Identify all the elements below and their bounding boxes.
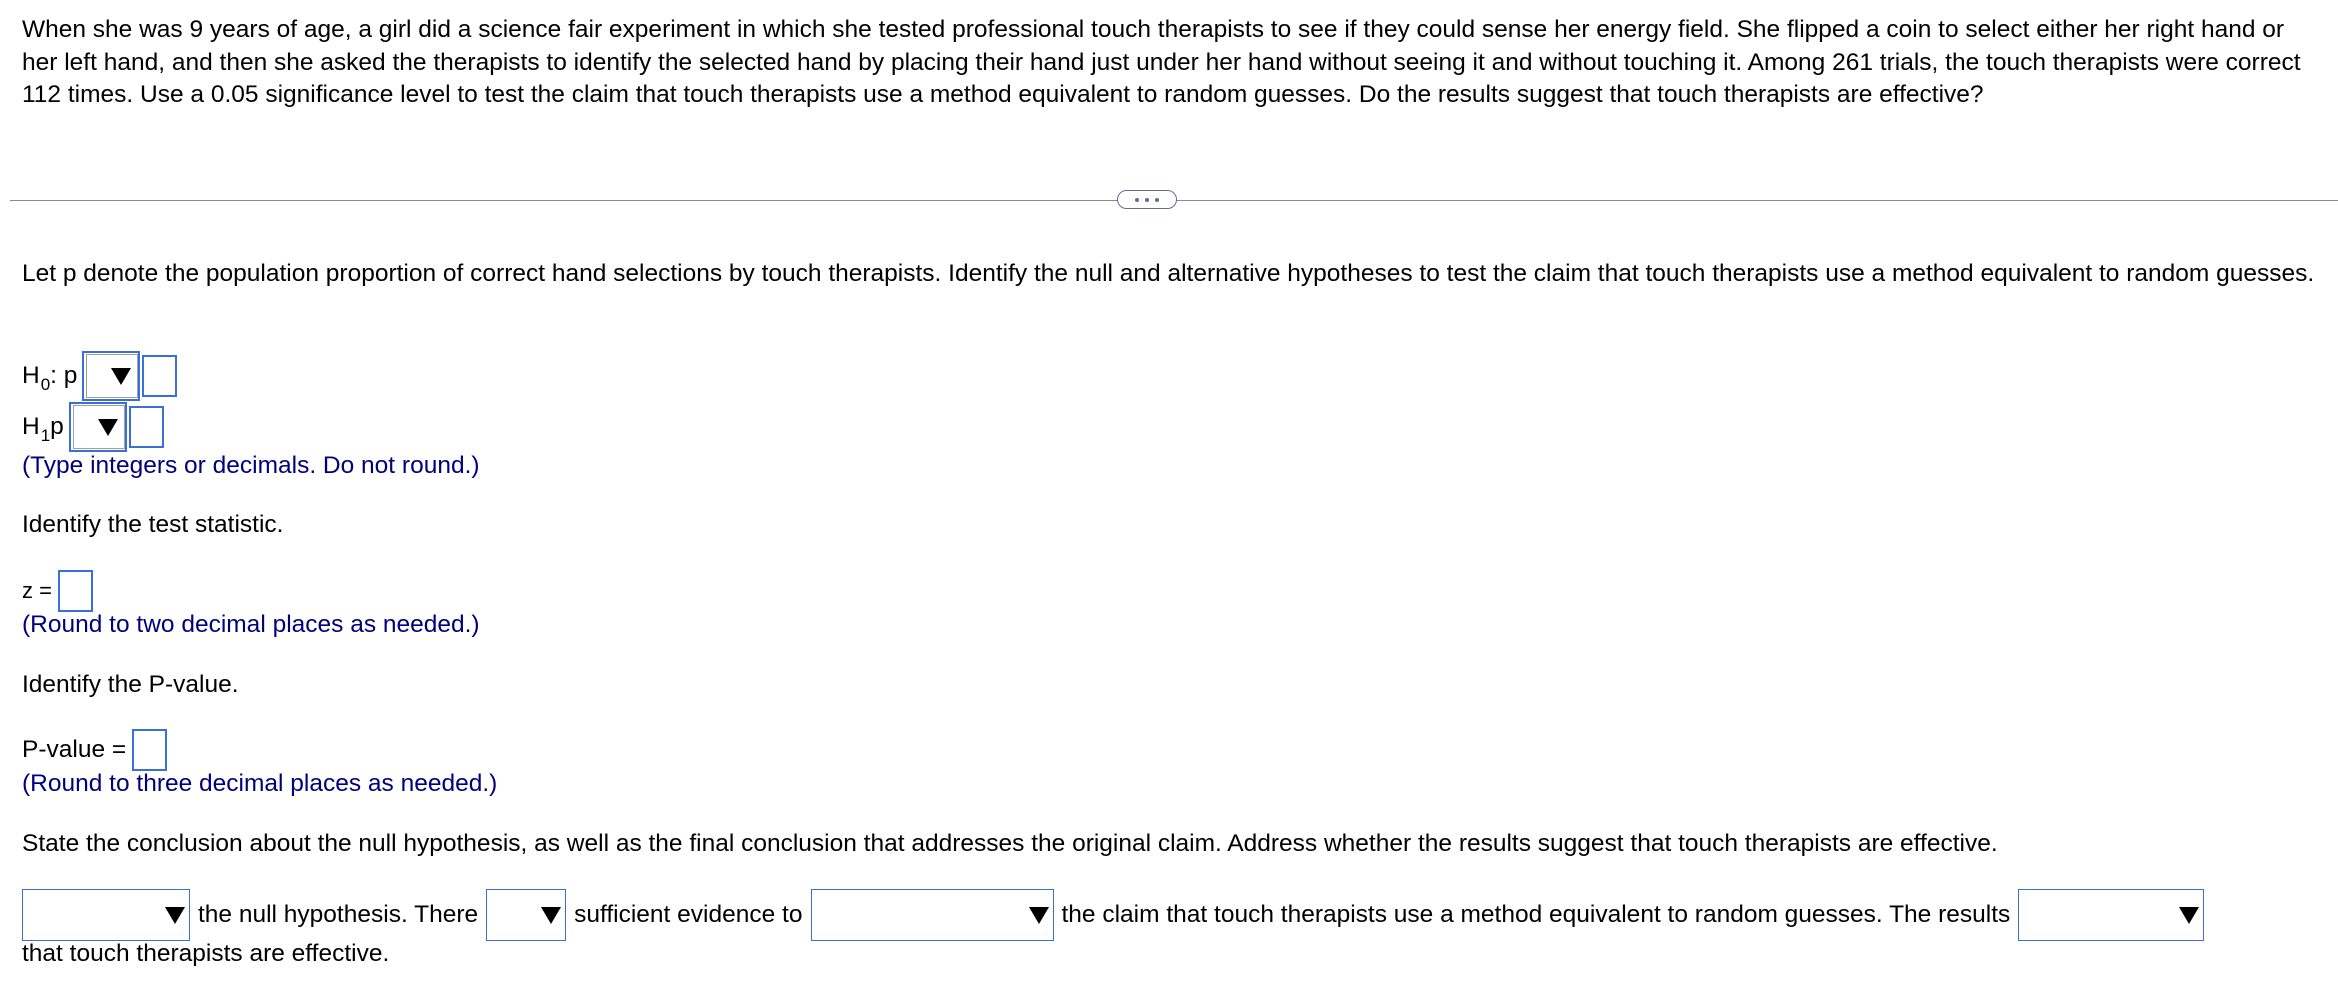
p-value-hint: (Round to three decimal places as needed.) <box>22 770 498 797</box>
p-value-row <box>22 729 167 771</box>
reject-decision-dropdown[interactable] <box>22 889 190 941</box>
test-statistic-prompt: Identify the test statistic. <box>22 511 284 538</box>
results-suggest-dropdown[interactable] <box>2018 889 2204 941</box>
h0-operator-dropdown[interactable] <box>82 351 140 401</box>
triangle-down-icon <box>98 419 118 436</box>
hypotheses-hint: (Type integers or decimals. Do not round.) <box>22 452 480 479</box>
triangle-down-icon <box>165 907 185 924</box>
expand-button[interactable] <box>1117 190 1177 209</box>
triangle-down-icon <box>2179 907 2199 924</box>
h0-value-input[interactable] <box>142 355 177 397</box>
p-value-input[interactable] <box>132 729 167 771</box>
conclusion-tail: that touch therapists are effective. <box>22 940 390 967</box>
triangle-down-icon <box>541 907 561 924</box>
hypotheses-intro: Let p denote the population proportion of correct hand selections by touch therapists. Identify the null and alternative hypotheses to test the claim that touch therapists use a method equivalent to random guesses. <box>22 260 2315 287</box>
conclusion-row: the null hypothesis. There sufficient evidence to the claim that touch therapists use a method equivalent to random guesses. The results <box>22 889 2204 941</box>
z-label: z = <box>22 578 52 603</box>
problem-statement: When she was 9 years of age, a girl did a science fair experiment in which she tested professional touch therapists to see if they could sense her energy field. She flipped a coin to select either her right hand or her left hand, and then she asked the therapists to identify the selected hand by placing their hand just under her hand without seeing it and without touching it. Among 261 trials, the touch therapists were correct 112 times. Use a 0.05 significance level to test the claim that touch therapists use a method equivalent to random guesses. Do the results suggest that touch therapists are effective? <box>22 16 2301 108</box>
p-value-label: P-value = <box>22 736 127 763</box>
ellipsis-icon <box>1135 198 1139 202</box>
h0-label: $H_0$: p <box>22 362 78 394</box>
z-row <box>22 570 93 612</box>
evidence-dropdown[interactable] <box>486 889 566 941</box>
h1-label: $H_1p$ <box>22 413 64 445</box>
claim-action-dropdown[interactable] <box>811 889 1054 941</box>
h1-operator-dropdown[interactable] <box>69 402 127 452</box>
p-value-prompt: Identify the P-value. <box>22 671 239 698</box>
h1-value-input[interactable] <box>129 406 164 448</box>
h1-row <box>22 402 164 452</box>
z-hint: (Round to two decimal places as needed.) <box>22 611 480 638</box>
triangle-down-icon <box>1029 907 1049 924</box>
h0-row <box>22 351 177 401</box>
z-input[interactable] <box>58 570 93 612</box>
triangle-down-icon <box>111 368 131 385</box>
conclusion-prompt: State the conclusion about the null hypothesis, as well as the final conclusion that addresses the original claim. Address whether the results suggest that touch therapists are effective. <box>22 830 1998 857</box>
